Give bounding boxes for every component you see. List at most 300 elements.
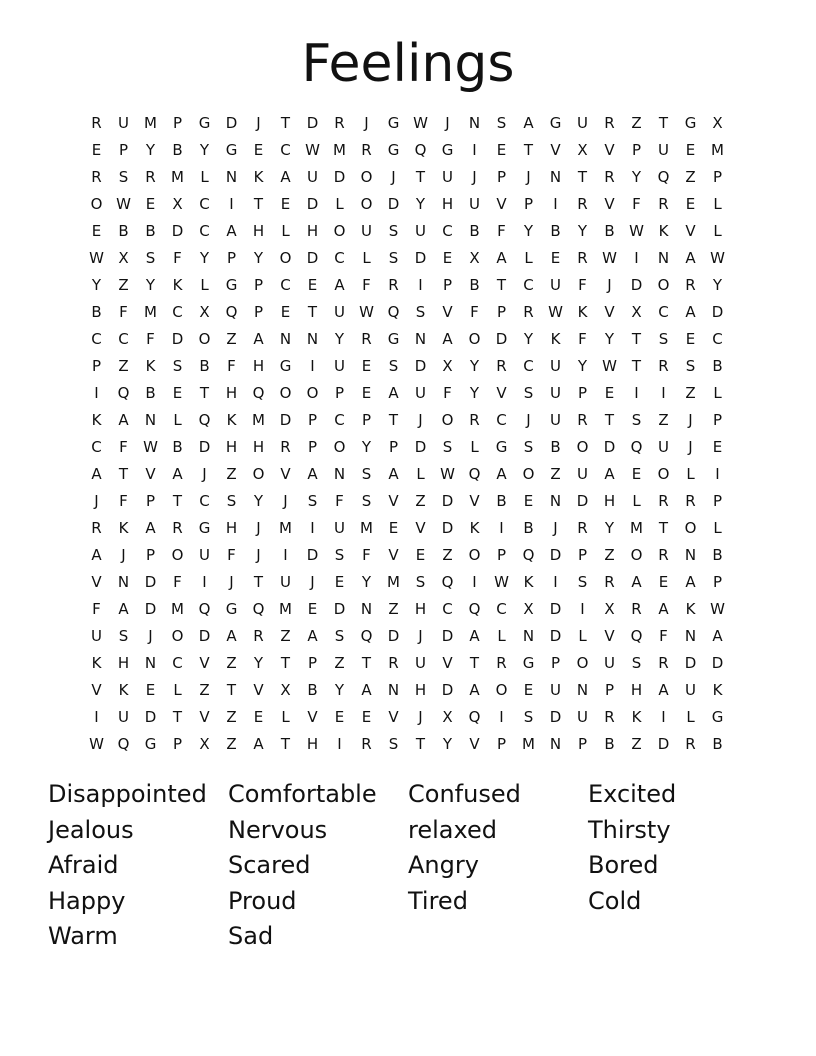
grid-letter: W — [143, 438, 158, 456]
grid-letter: Q — [441, 573, 454, 591]
grid-letter: O — [630, 546, 643, 564]
grid-letter: L — [200, 168, 209, 186]
grid-row — [83, 272, 731, 299]
page-title: Feelings — [301, 34, 515, 94]
grid-letter: S — [172, 357, 183, 375]
grid-letter: W — [602, 249, 617, 267]
grid-letter: H — [306, 735, 319, 753]
grid-letter: D — [495, 330, 508, 348]
grid-letter: J — [445, 114, 450, 132]
grid-letter: Q — [522, 546, 535, 564]
grid-letter: W — [440, 465, 455, 483]
grid-letter: N — [657, 249, 670, 267]
grid-letter: U — [550, 411, 561, 429]
grid-letter: Y — [523, 330, 534, 348]
grid-letter: I — [229, 195, 234, 213]
grid-letter: T — [118, 465, 129, 483]
grid-letter: S — [577, 573, 588, 591]
grid-letter: Z — [685, 168, 696, 186]
grid-letter: J — [418, 411, 423, 429]
grid-letter: Z — [226, 330, 237, 348]
grid-letter: A — [226, 222, 237, 240]
grid-letter: P — [253, 303, 264, 321]
grid-letter: S — [415, 303, 426, 321]
grid-letter: P — [91, 357, 102, 375]
grid-letter: Y — [145, 276, 156, 294]
grid-letter: O — [279, 384, 292, 402]
grid-letter: I — [418, 276, 423, 294]
grid-letter: S — [226, 492, 237, 510]
grid-letter: E — [550, 249, 561, 267]
grid-letter: R — [388, 276, 399, 294]
grid-letter: T — [496, 276, 507, 294]
grid-letter: Q — [468, 465, 481, 483]
grid-letter: R — [361, 330, 372, 348]
grid-letter: R — [604, 708, 615, 726]
grid-letter: I — [634, 249, 639, 267]
grid-letter: Q — [198, 600, 211, 618]
grid-letter: D — [333, 600, 346, 618]
grid-letter: Y — [334, 681, 345, 699]
grid-letter: H — [414, 600, 427, 618]
grid-letter: X — [280, 681, 291, 699]
grid-letter: I — [580, 600, 585, 618]
grid-row — [83, 245, 731, 272]
grid-letter: E — [307, 276, 318, 294]
grid-letter: Z — [280, 627, 291, 645]
grid-letter: Y — [469, 384, 480, 402]
grid-letter: M — [279, 519, 292, 537]
grid-letter: F — [659, 627, 668, 645]
grid-letter: A — [442, 330, 453, 348]
grid-letter: V — [388, 492, 399, 510]
grid-letter: Z — [226, 735, 237, 753]
grid-letter: U — [415, 654, 426, 672]
grid-letter: Q — [117, 735, 130, 753]
grid-letter: E — [145, 681, 156, 699]
grid-letter: D — [171, 222, 184, 240]
grid-letter: O — [576, 654, 589, 672]
grid-letter: N — [549, 492, 562, 510]
grid-row — [83, 623, 731, 650]
grid-letter: Y — [199, 249, 210, 267]
grid-letter: X — [172, 195, 183, 213]
grid-letter: G — [549, 114, 562, 132]
grid-letter: P — [496, 303, 507, 321]
grid-letter: P — [172, 114, 183, 132]
grid-letter: J — [391, 168, 396, 186]
grid-letter: N — [684, 627, 697, 645]
grid-letter: M — [171, 600, 184, 618]
grid-letter: A — [226, 627, 237, 645]
grid-letter: I — [337, 735, 342, 753]
grid-letter: B — [712, 546, 723, 564]
grid-letter: Q — [117, 384, 130, 402]
grid-letter: M — [144, 114, 157, 132]
grid-letter: Q — [414, 141, 427, 159]
word-list-item: Comfortable — [228, 780, 377, 808]
grid-letter: T — [307, 303, 318, 321]
word-list-item: Afraid — [48, 851, 119, 879]
grid-letter: X — [523, 600, 534, 618]
grid-letter: W — [602, 357, 617, 375]
grid-letter: R — [91, 114, 102, 132]
grid-letter: Z — [550, 465, 561, 483]
grid-letter: Y — [604, 519, 615, 537]
grid-letter: H — [306, 222, 319, 240]
grid-letter: R — [577, 195, 588, 213]
grid-letter: D — [306, 546, 319, 564]
word-list-item: Cold — [588, 886, 642, 915]
grid-letter: G — [225, 600, 238, 618]
grid-letter: R — [523, 303, 534, 321]
grid-letter: K — [172, 276, 183, 294]
grid-letter: N — [549, 168, 562, 186]
grid-letter: F — [362, 546, 371, 564]
grid-letter: C — [658, 303, 669, 321]
grid-letter: R — [658, 357, 669, 375]
grid-letter: N — [684, 546, 697, 564]
grid-letter: E — [685, 141, 696, 159]
grid-letter: J — [472, 168, 477, 186]
grid-letter: M — [333, 141, 346, 159]
grid-letter: P — [496, 735, 507, 753]
grid-letter: U — [604, 654, 615, 672]
grid-letter: R — [604, 573, 615, 591]
grid-letter: U — [334, 303, 345, 321]
grid-letter: K — [253, 168, 264, 186]
grid-letter: V — [91, 681, 102, 699]
grid-letter: J — [688, 411, 693, 429]
grid-letter: L — [281, 708, 290, 726]
grid-letter: A — [685, 249, 696, 267]
grid-letter: B — [604, 735, 615, 753]
grid-letter: I — [499, 519, 504, 537]
grid-letter: N — [117, 573, 130, 591]
grid-letter: Q — [657, 168, 670, 186]
grid-letter: Z — [334, 654, 345, 672]
grid-letter: S — [145, 249, 156, 267]
grid-letter: R — [145, 168, 156, 186]
grid-letter: L — [686, 465, 695, 483]
grid-letter: R — [685, 735, 696, 753]
grid-letter: T — [253, 195, 264, 213]
grid-letter: I — [202, 573, 207, 591]
grid-letter: Q — [387, 303, 400, 321]
grid-letter: V — [604, 141, 615, 159]
grid-letter: P — [118, 141, 129, 159]
grid-letter: N — [387, 681, 400, 699]
grid-letter: Q — [630, 627, 643, 645]
grid-letter: U — [550, 357, 561, 375]
grid-letter: T — [415, 168, 426, 186]
grid-letter: N — [144, 411, 157, 429]
grid-letter: H — [414, 681, 427, 699]
grid-letter: K — [523, 573, 534, 591]
grid-letter: I — [94, 708, 99, 726]
grid-letter: V — [442, 303, 453, 321]
grid-letter: I — [472, 141, 477, 159]
grid-letter: D — [441, 681, 454, 699]
grid-letter: A — [91, 465, 102, 483]
grid-letter: Z — [226, 465, 237, 483]
grid-letter: V — [307, 708, 318, 726]
grid-letter: I — [634, 384, 639, 402]
grid-letter: D — [333, 168, 346, 186]
grid-letter: Z — [442, 546, 453, 564]
grid-letter: N — [225, 168, 238, 186]
grid-letter: A — [361, 681, 372, 699]
word-list-item: Proud — [228, 886, 297, 915]
grid-letter: C — [334, 249, 345, 267]
grid-letter: J — [94, 492, 99, 510]
grid-letter: H — [225, 384, 238, 402]
grid-letter: E — [388, 519, 399, 537]
grid-letter: N — [522, 627, 535, 645]
grid-letter: B — [145, 384, 156, 402]
grid-letter: B — [199, 357, 210, 375]
grid-letter: N — [306, 330, 319, 348]
grid-letter: O — [306, 384, 319, 402]
grid-letter: R — [577, 519, 588, 537]
grid-letter: U — [91, 627, 102, 645]
grid-letter: M — [387, 573, 400, 591]
grid-letter: O — [468, 330, 481, 348]
grid-letter: P — [631, 141, 642, 159]
grid-letter: Q — [252, 384, 265, 402]
grid-letter: F — [632, 195, 641, 213]
grid-letter: Y — [604, 330, 615, 348]
grid-letter: R — [253, 627, 264, 645]
grid-letter: I — [661, 708, 666, 726]
grid-letter: R — [604, 114, 615, 132]
grid-letter: I — [715, 465, 720, 483]
grid-letter: E — [658, 573, 669, 591]
grid-letter: K — [550, 330, 561, 348]
grid-letter: H — [252, 222, 265, 240]
grid-letter: P — [712, 492, 723, 510]
grid-letter: J — [688, 438, 693, 456]
word-list-item: Disappointed — [48, 780, 207, 808]
grid-letter: C — [442, 600, 453, 618]
grid-row — [83, 704, 731, 731]
grid-letter: E — [712, 438, 723, 456]
grid-letter: I — [310, 357, 315, 375]
grid-letter: N — [549, 735, 562, 753]
grid-letter: A — [496, 249, 507, 267]
grid-letter: B — [523, 519, 534, 537]
grid-letter: E — [253, 708, 264, 726]
grid-letter: E — [361, 384, 372, 402]
grid-letter: V — [388, 546, 399, 564]
grid-letter: P — [145, 546, 156, 564]
grid-letter: P — [226, 249, 237, 267]
grid-letter: M — [144, 303, 157, 321]
grid-letter: S — [496, 114, 507, 132]
grid-letter: F — [173, 249, 182, 267]
grid-letter: T — [172, 492, 183, 510]
grid-letter: U — [550, 384, 561, 402]
grid-letter: H — [603, 492, 616, 510]
grid-letter: C — [496, 411, 507, 429]
grid-letter: A — [307, 465, 318, 483]
grid-letter: O — [252, 465, 265, 483]
grid-letter: X — [118, 249, 129, 267]
grid-letter: Q — [360, 627, 373, 645]
word-list-item: relaxed — [408, 815, 497, 844]
grid-letter: C — [334, 411, 345, 429]
grid-letter: S — [631, 654, 642, 672]
grid-letter: W — [710, 249, 725, 267]
grid-letter: G — [711, 708, 724, 726]
grid-letter: O — [360, 168, 373, 186]
grid-letter: P — [442, 276, 453, 294]
grid-letter: S — [118, 168, 129, 186]
grid-letter: N — [414, 330, 427, 348]
grid-letter: A — [118, 600, 129, 618]
grid-letter: Q — [198, 411, 211, 429]
grid-letter: O — [522, 465, 535, 483]
grid-letter: U — [658, 438, 669, 456]
grid-letter: N — [468, 114, 481, 132]
grid-letter: U — [550, 276, 561, 294]
grid-letter: Y — [415, 195, 426, 213]
grid-row — [83, 299, 731, 326]
grid-letter: Y — [253, 654, 264, 672]
grid-letter: C — [523, 357, 534, 375]
grid-letter: Y — [334, 330, 345, 348]
grid-letter: T — [415, 735, 426, 753]
grid-letter: D — [549, 600, 562, 618]
grid-row — [83, 434, 731, 461]
grid-letter: H — [630, 681, 643, 699]
grid-letter: U — [577, 465, 588, 483]
grid-letter: A — [118, 411, 129, 429]
grid-letter: O — [171, 627, 184, 645]
grid-letter: R — [361, 735, 372, 753]
grid-letter: C — [199, 195, 210, 213]
grid-letter: O — [171, 546, 184, 564]
grid-letter: R — [631, 600, 642, 618]
grid-letter: V — [91, 573, 102, 591]
grid-letter: Z — [631, 735, 642, 753]
grid-letter: E — [145, 195, 156, 213]
grid-letter: I — [661, 384, 666, 402]
grid-letter: S — [118, 627, 129, 645]
grid-letter: L — [632, 492, 641, 510]
grid-letter: E — [253, 141, 264, 159]
grid-letter: D — [414, 249, 427, 267]
grid-letter: V — [496, 195, 507, 213]
grid-letter: L — [416, 465, 425, 483]
grid-letter: D — [387, 195, 400, 213]
grid-letter: E — [523, 492, 534, 510]
grid-letter: K — [685, 600, 696, 618]
grid-letter: Y — [712, 276, 723, 294]
grid-letter: D — [630, 276, 643, 294]
grid-letter: P — [388, 438, 399, 456]
word-list-item: Jealous — [48, 815, 134, 844]
grid-letter: L — [173, 681, 182, 699]
grid-letter: S — [388, 249, 399, 267]
grid-letter: D — [144, 708, 157, 726]
grid-letter: D — [603, 438, 616, 456]
grid-letter: I — [499, 708, 504, 726]
grid-letter: D — [225, 114, 238, 132]
grid-letter: Q — [468, 708, 481, 726]
grid-letter: K — [658, 222, 669, 240]
grid-letter: U — [577, 114, 588, 132]
grid-letter: A — [496, 465, 507, 483]
grid-letter: D — [549, 627, 562, 645]
grid-letter: J — [229, 573, 234, 591]
grid-row — [83, 596, 731, 623]
grid-letter: C — [199, 222, 210, 240]
grid-letter: V — [145, 465, 156, 483]
grid-letter: A — [388, 384, 399, 402]
grid-letter: R — [334, 114, 345, 132]
grid-letter: U — [550, 681, 561, 699]
word-list-item: Angry — [408, 851, 479, 879]
grid-letter: P — [550, 654, 561, 672]
grid-letter: B — [469, 222, 480, 240]
grid-letter: P — [334, 384, 345, 402]
grid-letter: W — [89, 735, 104, 753]
grid-letter: W — [359, 303, 374, 321]
grid-letter: L — [470, 438, 479, 456]
grid-letter: H — [225, 519, 238, 537]
grid-letter: N — [333, 465, 346, 483]
grid-letter: S — [523, 438, 534, 456]
grid-letter: T — [577, 168, 588, 186]
grid-letter: S — [523, 708, 534, 726]
grid-letter: T — [523, 141, 534, 159]
grid-letter: S — [685, 357, 696, 375]
grid-letter: V — [550, 141, 561, 159]
grid-row — [83, 650, 731, 677]
grid-letter: N — [279, 330, 292, 348]
grid-letter: L — [713, 222, 722, 240]
grid-letter: G — [495, 438, 508, 456]
word-list-item: Tired — [408, 886, 468, 915]
grid-letter: G — [144, 735, 157, 753]
grid-letter: P — [496, 168, 507, 186]
grid-letter: E — [334, 708, 345, 726]
grid-letter: Y — [91, 276, 102, 294]
grid-letter: L — [497, 627, 506, 645]
grid-letter: P — [577, 384, 588, 402]
grid-letter: F — [578, 330, 587, 348]
grid-letter: G — [684, 114, 697, 132]
grid-letter: F — [119, 438, 128, 456]
grid-letter: V — [604, 627, 615, 645]
grid-letter: D — [684, 654, 697, 672]
grid-letter: Z — [226, 654, 237, 672]
grid-letter: W — [548, 303, 563, 321]
grid-letter: K — [91, 411, 102, 429]
grid-letter: D — [171, 330, 184, 348]
grid-letter: I — [94, 384, 99, 402]
grid-letter: C — [118, 330, 129, 348]
letter-grid — [83, 110, 731, 758]
grid-letter: F — [362, 276, 371, 294]
grid-letter: X — [442, 357, 453, 375]
grid-letter: J — [418, 708, 423, 726]
grid-letter: E — [604, 384, 615, 402]
grid-letter: B — [469, 276, 480, 294]
grid-letter: G — [441, 141, 454, 159]
grid-letter: U — [469, 195, 480, 213]
